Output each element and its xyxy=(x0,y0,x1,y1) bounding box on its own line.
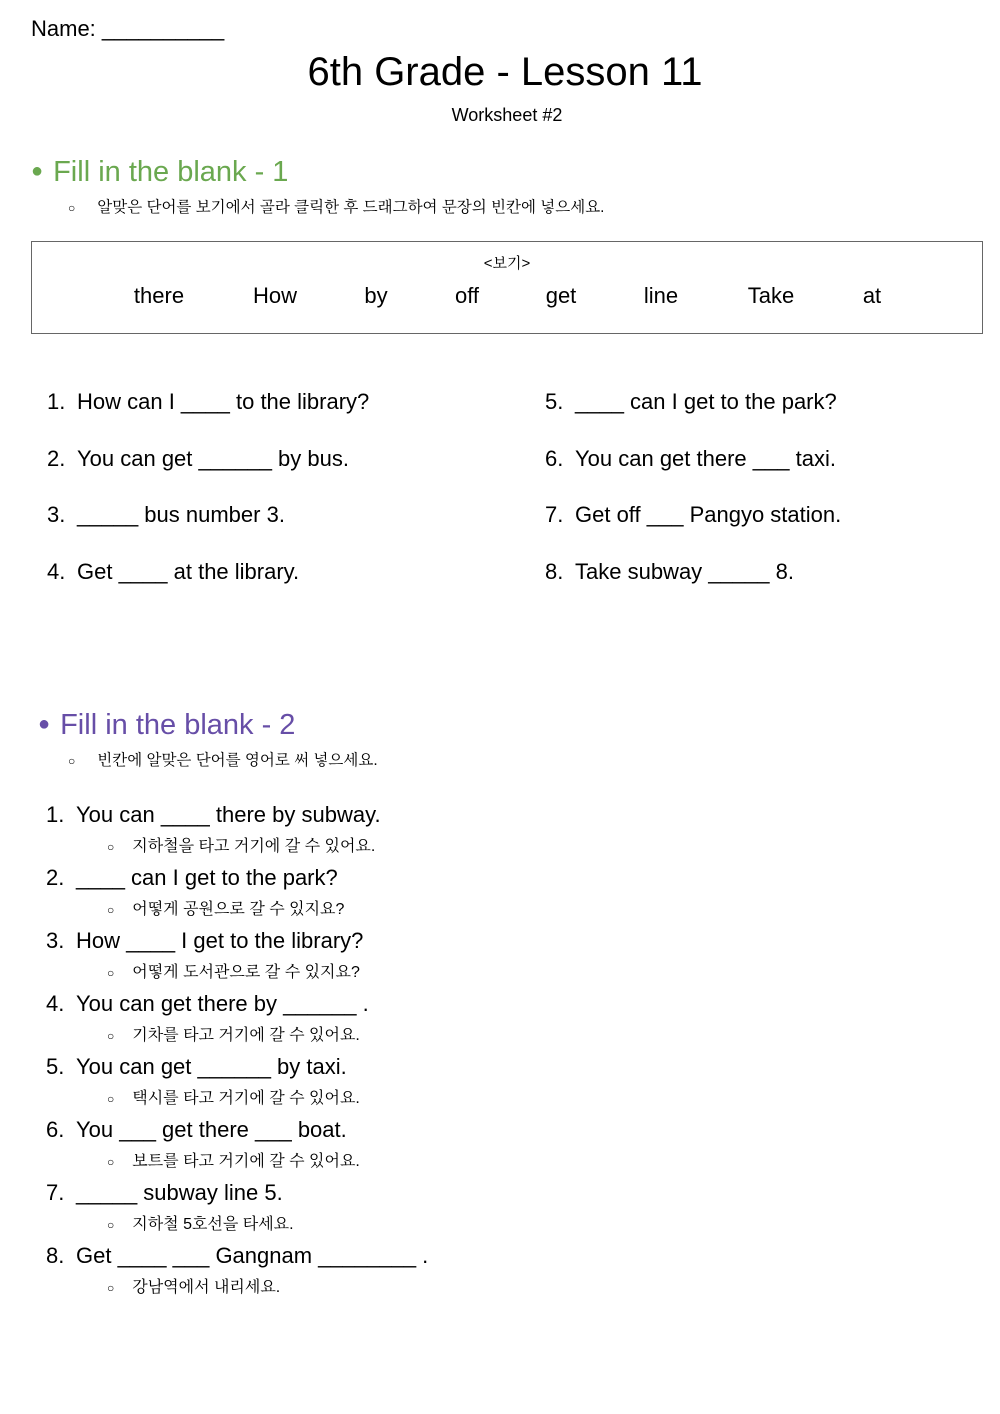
question-s2-4[interactable] xyxy=(46,991,369,1017)
question-s2-5[interactable] xyxy=(46,1054,347,1080)
question-s1-7[interactable] xyxy=(545,502,841,528)
korean-hint xyxy=(107,1211,294,1234)
question-number: 3. xyxy=(47,502,66,527)
korean-hint-text: 지하철 5호선을 타세요. xyxy=(132,1216,294,1233)
word-bank-label: <보기> xyxy=(483,255,531,272)
circle-bullet-icon: ○ xyxy=(107,1155,115,1169)
korean-hint xyxy=(107,896,344,919)
section2-heading-text: Fill in the blank - 2 xyxy=(60,709,296,741)
question-s1-4[interactable] xyxy=(47,559,299,585)
korean-hint xyxy=(107,959,360,982)
question-text[interactable]: Get off ___ Pangyo station. xyxy=(575,502,842,527)
question-text[interactable]: How ____ I get to the library? xyxy=(76,928,364,953)
circle-bullet-icon: ○ xyxy=(68,754,76,768)
instruction-text: 알맞은 단어를 보기에서 골라 클릭한 후 드래그하여 문장의 빈칸에 넣으세요. xyxy=(97,199,605,216)
instruction-text: 빈칸에 알맞은 단어를 영어로 써 넣으세요. xyxy=(97,752,378,769)
question-text[interactable]: You ___ get there ___ boat. xyxy=(76,1117,347,1142)
question-s1-5[interactable] xyxy=(545,389,837,415)
korean-hint-text: 어떻게 도서관으로 갈 수 있지요? xyxy=(132,964,360,981)
question-number: 7. xyxy=(545,502,564,527)
korean-hint-text: 강남역에서 내리세요. xyxy=(132,1279,281,1296)
korean-hint-text: 택시를 타고 거기에 갈 수 있어요. xyxy=(132,1090,360,1107)
question-number: 5. xyxy=(46,1054,65,1079)
question-text[interactable]: Get ____ ___ Gangnam ________ . xyxy=(76,1243,429,1268)
question-number: 8. xyxy=(545,559,564,584)
section1-instruction xyxy=(68,195,604,217)
question-number: 4. xyxy=(47,559,66,584)
question-s2-3[interactable] xyxy=(46,928,363,954)
circle-bullet-icon: ○ xyxy=(107,1218,115,1232)
circle-bullet-icon: ○ xyxy=(107,966,115,980)
question-s1-2[interactable] xyxy=(47,446,349,472)
circle-bullet-icon: ○ xyxy=(107,1281,115,1295)
question-number: 4. xyxy=(46,991,65,1016)
question-s2-8[interactable] xyxy=(46,1243,428,1269)
question-s2-1[interactable] xyxy=(46,802,381,828)
question-s1-8[interactable] xyxy=(545,559,794,585)
question-text[interactable]: _____ bus number 3. xyxy=(77,502,285,527)
circle-bullet-icon: ○ xyxy=(68,201,76,215)
question-text[interactable]: How can I ____ to the library? xyxy=(77,389,370,414)
question-number: 1. xyxy=(47,389,66,414)
question-number: 2. xyxy=(47,446,66,471)
circle-bullet-icon: ○ xyxy=(107,1092,115,1106)
bullet-icon: ● xyxy=(31,160,44,182)
korean-hint xyxy=(107,833,375,856)
question-text[interactable]: _____ subway line 5. xyxy=(76,1180,283,1205)
question-s1-6[interactable] xyxy=(545,446,836,472)
question-text[interactable]: ____ can I get to the park? xyxy=(575,389,837,414)
word-bank-item[interactable]: Take xyxy=(747,283,795,308)
korean-hint-text: 어떻게 공원으로 갈 수 있지요? xyxy=(132,901,345,918)
page-title: 6th Grade - Lesson 11 xyxy=(307,50,703,94)
question-s2-7[interactable] xyxy=(46,1180,283,1206)
question-number: 6. xyxy=(46,1117,65,1142)
korean-hint xyxy=(107,1022,360,1045)
question-number: 7. xyxy=(46,1180,65,1205)
korean-hint-text: 지하철을 타고 거기에 갈 수 있어요. xyxy=(132,838,376,855)
word-bank-item[interactable]: off xyxy=(454,283,480,308)
korean-hint xyxy=(107,1274,280,1297)
korean-hint-text: 기차를 타고 거기에 갈 수 있어요. xyxy=(132,1027,360,1044)
circle-bullet-icon: ○ xyxy=(107,903,115,917)
question-text[interactable]: You can get there by ______ . xyxy=(76,991,369,1016)
name-field-label: Name: __________ xyxy=(31,16,225,41)
question-s2-6[interactable] xyxy=(46,1117,347,1143)
question-number: 1. xyxy=(46,802,65,827)
korean-hint-text: 보트를 타고 거기에 갈 수 있어요. xyxy=(132,1153,360,1170)
question-text[interactable]: You can ____ there by subway. xyxy=(76,802,381,827)
section1-heading-text: Fill in the blank - 1 xyxy=(53,156,289,188)
word-bank-item[interactable]: at xyxy=(862,283,882,308)
question-number: 6. xyxy=(545,446,564,471)
question-text[interactable]: ____ can I get to the park? xyxy=(76,865,338,890)
korean-hint xyxy=(107,1148,360,1171)
word-bank-item[interactable]: by xyxy=(364,283,388,308)
word-bank-item[interactable]: How xyxy=(252,283,298,308)
circle-bullet-icon: ○ xyxy=(107,1029,115,1043)
question-number: 5. xyxy=(545,389,564,414)
question-s1-3[interactable] xyxy=(47,502,285,528)
question-number: 2. xyxy=(46,865,65,890)
korean-hint xyxy=(107,1085,360,1108)
question-s1-1[interactable] xyxy=(47,389,369,415)
word-bank-item[interactable]: there xyxy=(133,283,185,308)
section1-heading xyxy=(31,156,288,189)
question-text[interactable]: Get ____ at the library. xyxy=(77,559,300,584)
circle-bullet-icon: ○ xyxy=(107,840,115,854)
section2-instruction xyxy=(68,748,378,770)
question-text[interactable]: You can get ______ by bus. xyxy=(77,446,349,471)
question-s2-2[interactable] xyxy=(46,865,338,891)
section2-heading xyxy=(38,709,295,742)
question-text[interactable]: Take subway _____ 8. xyxy=(575,559,794,584)
bullet-icon: ● xyxy=(38,713,51,735)
question-text[interactable]: You can get ______ by taxi. xyxy=(76,1054,347,1079)
question-number: 3. xyxy=(46,928,65,953)
page-subtitle: Worksheet #2 xyxy=(451,105,563,125)
word-bank-item[interactable]: get xyxy=(545,283,577,308)
word-bank-item[interactable]: line xyxy=(643,283,679,308)
question-text[interactable]: You can get there ___ taxi. xyxy=(575,446,836,471)
question-number: 8. xyxy=(46,1243,65,1268)
word-bank xyxy=(31,241,983,334)
